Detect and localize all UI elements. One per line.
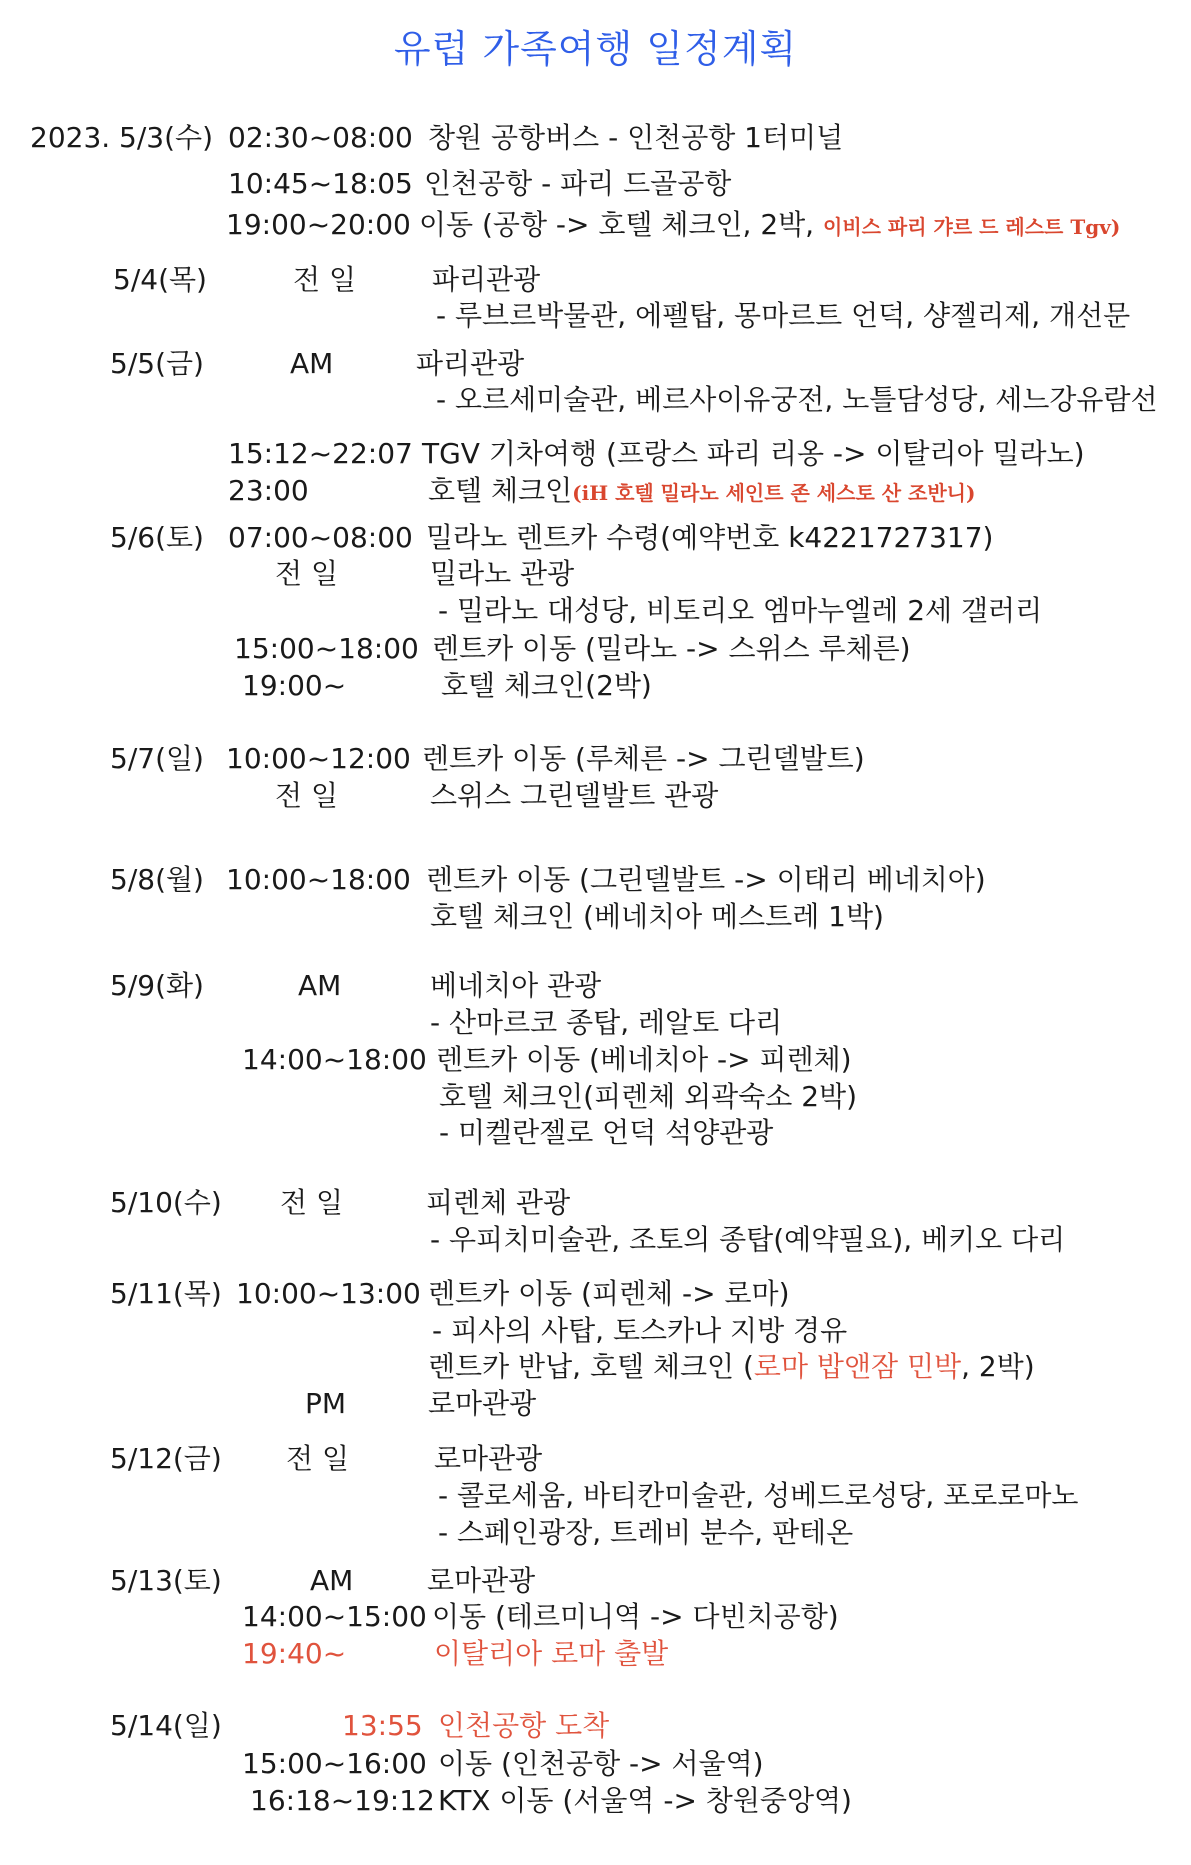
time-label: 전 일 bbox=[286, 1442, 349, 1475]
hotel-note: 로마 밥앤잠 민박 bbox=[753, 1350, 962, 1383]
schedule-text: 밀라노 관광 bbox=[430, 557, 575, 590]
schedule-text: 로마관광 bbox=[434, 1442, 543, 1475]
time-label: 전 일 bbox=[275, 779, 338, 812]
schedule-text: - 스페인광장, 트레비 분수, 판테온 bbox=[438, 1516, 854, 1549]
schedule-text: 베네치아 관광 bbox=[430, 969, 602, 1002]
time-label: 15:12~22:07 bbox=[228, 437, 413, 470]
schedule-text: - 산마르코 종탑, 레알토 다리 bbox=[430, 1006, 783, 1039]
time-label: PM bbox=[305, 1387, 347, 1420]
schedule-text: 이탈리아 로마 출발 bbox=[434, 1637, 669, 1670]
schedule-text-main: 이동 (공항 -> 호텔 체크인, 2박, bbox=[419, 208, 815, 241]
time-label: 07:00~08:00 bbox=[228, 521, 413, 554]
schedule-text: 렌트카 이동 (루체른 -> 그린델발트) bbox=[422, 742, 865, 775]
schedule-text: 인천공항 도착 bbox=[438, 1709, 610, 1742]
schedule-text bbox=[419, 208, 1121, 241]
schedule-text: 창원 공항버스 - 인천공항 1터미널 bbox=[428, 121, 844, 154]
time-label: 15:00~16:00 bbox=[242, 1747, 427, 1780]
time-label: 19:40~ bbox=[242, 1637, 347, 1670]
schedule-text: 렌트카 이동 (그린델발트 -> 이태리 베네치아) bbox=[426, 863, 986, 896]
date-label: 5/4(목) bbox=[113, 263, 207, 296]
time-label: 10:00~18:00 bbox=[226, 863, 411, 896]
schedule-text bbox=[428, 1350, 1035, 1383]
schedule-text: TGV 기차여행 (프랑스 파리 리옹 -> 이탈리아 밀라노) bbox=[422, 437, 1085, 470]
schedule-text: 스위스 그린델발트 관광 bbox=[430, 779, 719, 812]
date-label: 5/10(수) bbox=[110, 1186, 222, 1219]
date-label: 5/14(일) bbox=[110, 1709, 222, 1742]
time-label: 10:45~18:05 bbox=[228, 167, 413, 200]
schedule-text: KTX 이동 (서울역 -> 창원중앙역) bbox=[438, 1784, 852, 1817]
schedule-text: 이동 (인천공항 -> 서울역) bbox=[438, 1747, 764, 1780]
schedule-text: - 미켈란젤로 언덕 석양관광 bbox=[439, 1116, 774, 1149]
time-label: 19:00~20:00 bbox=[226, 208, 411, 241]
hotel-note: 이비스 파리 갸르 드 레스트 Tgv) bbox=[823, 215, 1121, 239]
time-label: 23:00 bbox=[228, 474, 309, 507]
time-label: 전 일 bbox=[293, 263, 356, 296]
time-label: 14:00~15:00 bbox=[242, 1600, 427, 1633]
date-label: 2023. 5/3(수) bbox=[30, 121, 214, 154]
schedule-text-tail: , 2박) bbox=[961, 1350, 1035, 1383]
time-label: 10:00~13:00 bbox=[236, 1277, 421, 1310]
date-label: 5/12(금) bbox=[110, 1442, 222, 1475]
time-label: 19:00~ bbox=[242, 669, 347, 702]
date-label: 5/5(금) bbox=[110, 347, 204, 380]
schedule-text: - 오르세미술관, 베르사이유궁전, 노틀담성당, 세느강유람선 bbox=[436, 383, 1158, 416]
time-label: 02:30~08:00 bbox=[228, 121, 413, 154]
page-title: 유럽 가족여행 일정계획 bbox=[393, 27, 798, 71]
date-label: 5/8(월) bbox=[110, 863, 204, 896]
schedule-text: 로마관광 bbox=[427, 1564, 536, 1597]
hotel-note: (iH 호텔 밀라노 세인트 존 세스토 산 조반니) bbox=[572, 481, 976, 505]
schedule-text: 로마관광 bbox=[428, 1387, 537, 1420]
schedule-text: 파리관광 bbox=[416, 347, 525, 380]
schedule-text: 밀라노 렌트카 수령(예약번호 k4221727317) bbox=[426, 521, 994, 554]
schedule-text bbox=[428, 474, 976, 507]
schedule-text: 호텔 체크인 (베네치아 메스트레 1박) bbox=[430, 900, 884, 933]
date-label: 5/7(일) bbox=[110, 742, 204, 775]
schedule-text: 파리관광 bbox=[432, 263, 541, 296]
time-label: 전 일 bbox=[280, 1186, 343, 1219]
schedule-text: - 루브르박물관, 에펠탑, 몽마르트 언덕, 샹젤리제, 개선문 bbox=[436, 299, 1131, 332]
time-label: AM bbox=[290, 347, 334, 380]
time-label: AM bbox=[310, 1564, 354, 1597]
time-label: AM bbox=[298, 969, 342, 1002]
schedule-text: 호텔 체크인(피렌체 외곽숙소 2박) bbox=[439, 1080, 857, 1113]
time-label: 10:00~12:00 bbox=[226, 742, 411, 775]
schedule-text: - 피사의 사탑, 토스카나 지방 경유 bbox=[432, 1314, 848, 1347]
schedule-text-main: 렌트카 반납, 호텔 체크인 ( bbox=[428, 1350, 754, 1383]
schedule-text: - 우피치미술관, 조토의 종탑(예약필요), 베키오 다리 bbox=[430, 1223, 1066, 1256]
schedule-text: - 밀라노 대성당, 비토리오 엠마누엘레 2세 갤러리 bbox=[438, 594, 1043, 627]
schedule-text: 인천공항 - 파리 드골공항 bbox=[424, 167, 732, 200]
schedule-text-main: 호텔 체크인 bbox=[428, 474, 573, 507]
date-label: 5/11(목) bbox=[110, 1277, 222, 1310]
time-label: 14:00~18:00 bbox=[242, 1043, 427, 1076]
time-label: 전 일 bbox=[275, 557, 338, 590]
time-label: 13:55 bbox=[342, 1709, 423, 1742]
date-label: 5/13(토) bbox=[110, 1564, 222, 1597]
schedule-text: 렌트카 이동 (밀라노 -> 스위스 루체른) bbox=[432, 632, 911, 665]
schedule-text: 렌트카 이동 (피렌체 -> 로마) bbox=[428, 1277, 790, 1310]
date-label: 5/9(화) bbox=[110, 969, 204, 1002]
date-label: 5/6(토) bbox=[110, 521, 204, 554]
time-label: 15:00~18:00 bbox=[234, 632, 419, 665]
time-label: 16:18~19:12 bbox=[250, 1784, 435, 1817]
schedule-text: 호텔 체크인(2박) bbox=[441, 669, 652, 702]
schedule-text: 피렌체 관광 bbox=[426, 1186, 571, 1219]
schedule-text: 이동 (테르미니역 -> 다빈치공항) bbox=[432, 1600, 839, 1633]
schedule-text: 렌트카 이동 (베네치아 -> 피렌체) bbox=[436, 1043, 852, 1076]
schedule-text: - 콜로세움, 바티칸미술관, 성베드로성당, 포로로마노 bbox=[438, 1479, 1079, 1512]
